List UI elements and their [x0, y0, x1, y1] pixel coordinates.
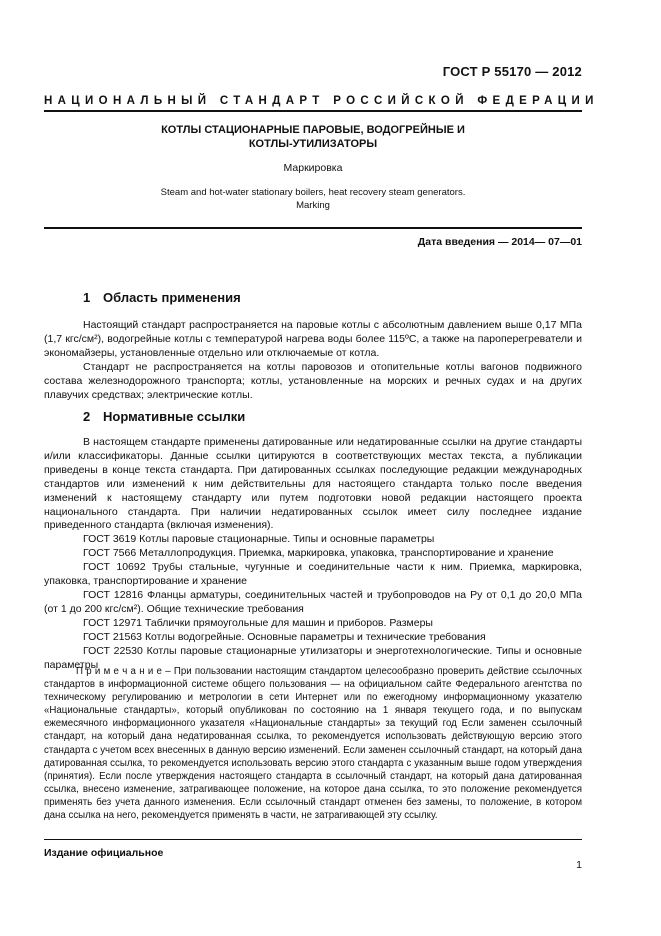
note-block — [44, 665, 582, 822]
note-label: П р и м е ч а н и е — [76, 666, 162, 677]
header-rule — [44, 110, 582, 112]
footer-rule — [44, 839, 582, 840]
section-1-paragraph-2: Стандарт не распространяется на котлы паровозов и отопительные котлы вагонов подвижного состава железнодорожного транспорта; котлы, установленные на морских и речных судах и на других плавучих средствах; электрические котлы. — [44, 360, 582, 401]
document-title — [44, 123, 582, 151]
reference-item: ГОСТ 10692 Трубы стальные, чугунные и соединительные части к ним. Приемка, маркировка, упаковка, транспортирование и хранение — [44, 561, 582, 588]
section-2-paragraph-1: В настоящем стандарте применены датированные или недатированные ссылки на другие стандарты и/или классификаторы. Данные ссылки цитируются в соответствующих местах текста, а публикации приведены в конце текста стандарта. При датированных ссылках последующие редакции международных стандартов или изменений к ним действительны для настоящего стандарта только после введения изменений к настоящему стандарту или путем подготовки новой редакции настоящего проекта национального стандарта. При наличии недатированных ссылок имеет силу последнее издание приведенного стандарта (включая изменения). — [44, 436, 582, 532]
document-subtitle: Маркировка — [283, 162, 343, 174]
section-2-number: 2 — [83, 409, 91, 424]
reference-item: ГОСТ 21563 Котлы водогрейные. Основные параметры и технические требования — [83, 630, 486, 643]
reference-item: ГОСТ 22530 Котлы паровые стационарные утилизаторы и энерготехнологические. Типы и основные параметры — [44, 644, 582, 671]
section-2-title: Нормативные ссылки — [103, 409, 246, 424]
section-1-title: Область применения — [103, 290, 241, 305]
english-title-line-1: Steam and hot-water stationary boilers, heat recovery steam generators. — [160, 187, 466, 198]
standard-code: ГОСТ Р 55170 — 2012 — [442, 64, 582, 79]
official-edition-label: Издание официальное — [44, 847, 164, 859]
page-number: 1 — [576, 859, 582, 871]
title-line-1: КОТЛЫ СТАЦИОНАРНЫЕ ПАРОВЫЕ, ВОДОГРЕЙНЫЕ И — [161, 124, 465, 136]
section-1-paragraph-1: Настоящий стандарт распространяется на паровые котлы с абсолютным давлением выше 0,17 МПа (1,7 кгс/см²), водогрейные котлы с температурой нагрева воды более 115ºС, а также на пароперегреватели и экономайзеры, установленные отдельно или отключаемые от котла. — [44, 319, 582, 359]
section-2-heading — [83, 409, 245, 424]
title-rule — [44, 227, 582, 229]
national-standard-banner: НАЦИОНАЛЬНЫЙ СТАНДАРТ РОССИЙСКОЙ ФЕДЕРАЦИИ — [44, 95, 599, 107]
english-title-line-2: Marking — [296, 200, 330, 211]
english-title — [44, 186, 582, 212]
title-line-2: КОТЛЫ-УТИЛИЗАТОРЫ — [248, 138, 378, 150]
reference-item: ГОСТ 7566 Металлопродукция. Приемка, маркировка, упаковка, транспортирование и хранение — [83, 547, 554, 560]
reference-item: ГОСТ 12816 Фланцы арматуры, соединительных частей и трубопроводов на Pу от 0,1 до 20,0 МПа (от 1 до 200 кгс/см²). Общие технические требования — [44, 588, 582, 615]
reference-item: ГОСТ 3619 Котлы паровые стационарные. Типы и основные параметры — [83, 533, 435, 546]
note-paragraph — [44, 665, 582, 822]
introduction-date: Дата введения — 2014— 07—01 — [417, 236, 582, 248]
note-text: – При пользовании настоящим стандартом целесообразно проверить действие ссылочных стандартов в информационной системе общего пользования — на официальном сайте Федерального агентства по техническому регулированию и метрологии в сети Интернет или по ежегодному информационному указателю «Национальные стандарты», который опубликован по состоянию на 1 января текущего года, и по выпускам ежемесячного информационного указателя «Национальные стандарты» за текущий год Если заменен ссылочный стандарт, на который дана недатированная ссылка, то рекомендуется использовать действующую версию этого стандарта с учетом всех внесенных в данную версию изменений. Если заменен ссылочный стандарт, на который дана датированная ссылка, то рекомендуется использовать версию этого стандарта с указанным выше годом утверждения (принятия). Если после утверждения настоящего стандарта в ссылочный стандарт, на который дана датированная ссылка, внесено изменение, затрагивающее положение, на которое дана ссылка, то это положение рекомендуется применять без учета данного изменения. Если ссылочный стандарт отменен без замены, то положение, в котором дана ссылка на него, рекомендуется применять в части, не затрагивающей эту ссылку. — [44, 666, 582, 822]
section-1-body — [44, 319, 582, 402]
reference-item: ГОСТ 12971 Таблички прямоугольные для машин и приборов. Размеры — [83, 616, 433, 629]
section-2-body — [44, 436, 582, 672]
section-1-heading — [83, 290, 241, 305]
section-1-number: 1 — [83, 290, 91, 305]
